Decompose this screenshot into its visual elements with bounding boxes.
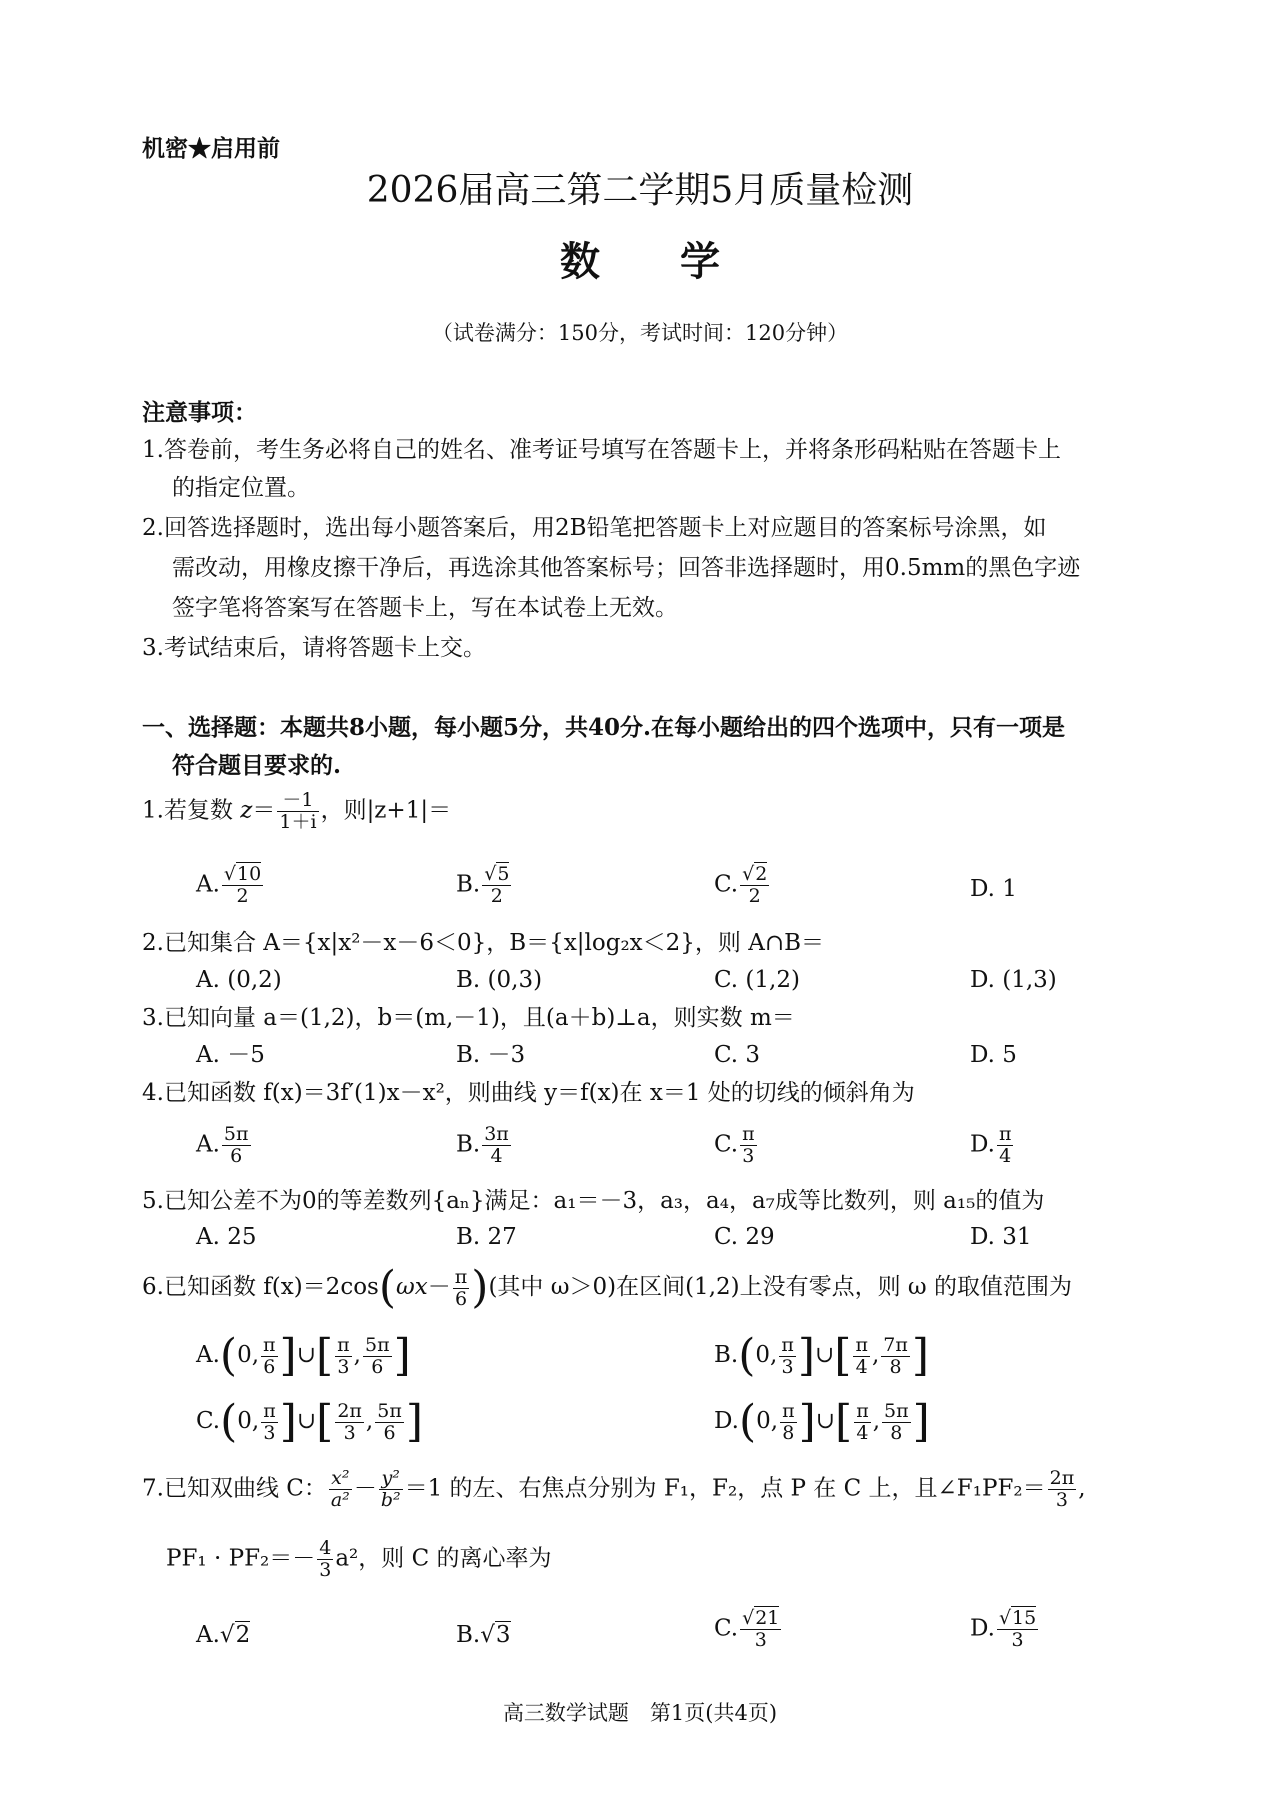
note-1a: 1.答卷前，考生务必将自己的姓名、准考证号填写在答题卡上，并将条形码粘贴在答题卡上: [142, 437, 1061, 463]
note-1b: 的指定位置。: [172, 475, 310, 501]
question-2: 2.已知集合 A＝{x|x²－x－6＜0}，B＝{x|log₂x＜2}，则 A∩B＝: [142, 930, 825, 956]
q2-option-a: A. (0,2): [196, 967, 282, 993]
q4-option-a: A. $\frac{5\pi}{6}$: [196, 1123, 249, 1167]
note-2b: 需改动，用橡皮擦干净后，再选涂其他答案标号；回答非选择题时，用0.5mm的黑色字迹: [172, 555, 1081, 581]
q4-option-b: B. $\frac{3\pi}{4}$: [456, 1123, 509, 1167]
q3-option-a: A. －5: [196, 1042, 265, 1068]
q5-option-d: D. 31: [970, 1224, 1032, 1250]
exam-title: 2026届高三第二学期5月质量检测: [366, 170, 914, 211]
question-4: 4.已知函数 f(x)＝3f′(1)x－x²，则曲线 y＝f(x)在 x＝1 处的切线的倾斜角为: [142, 1080, 915, 1106]
q6-option-a: A.(0, $\frac{\pi}{6}$ ]∪[ $\frac{\pi}{3}$ , $\frac{5\pi}{6}$ ]: [196, 1330, 411, 1381]
q5-option-c: C. 29: [714, 1224, 775, 1250]
q3-option-c: C. 3: [714, 1042, 761, 1068]
q2-option-c: C. (1,2): [714, 967, 800, 993]
page-footer: 高三数学试题 第1页(共4页): [502, 1701, 778, 1725]
section-1-line1: 一、选择题：本题共8小题，每小题5分，共40分.在每小题给出的四个选项中，只有一项是: [142, 714, 1066, 741]
q6-option-c: C.(0, $\frac{\pi}{3}$ ]∪[ $\frac{2\pi}{3}$ , $\frac{5\pi}{6}$ ]: [196, 1396, 423, 1447]
note-3: 3.考试结束后，请将答题卡上交。: [142, 635, 486, 661]
q5-option-b: B. 27: [456, 1224, 517, 1250]
q1-option-d: D. 1: [970, 876, 1017, 902]
question-7-line2: PF₁ · PF₂＝－ $\frac{4}{3}$ a²，则 C 的离心率为: [166, 1537, 552, 1581]
notes-title: 注意事项：: [142, 399, 257, 426]
q4-option-c: C. $\frac{\pi}{3}$: [714, 1123, 755, 1167]
q7-option-b: B.√3: [456, 1622, 511, 1648]
question-7: 7.已知双曲线 C： $\frac{\text{x²}}{\text{a²}}$ － $\frac{\text{y²}}{\text{b²}}$ ＝1 的左、右焦点分别为 F₁，F₂，点 P 在 C 上，且∠F₁PF₂＝ $\frac{2\pi}{3}$ ,: [142, 1467, 1086, 1511]
q7-option-c: C. $\frac{√21}{3}$: [714, 1607, 780, 1651]
q4-option-d: D. $\frac{\pi}{4}$: [970, 1123, 1012, 1167]
q1-option-b: B. $\frac{√5}{2}$: [456, 863, 510, 907]
q5-option-a: A. 25: [196, 1224, 257, 1250]
q3-option-d: D. 5: [970, 1042, 1017, 1068]
subject-title: 数 学: [560, 238, 720, 285]
q6-option-b: B.(0, $\frac{\pi}{3}$ ]∪[ $\frac{\pi}{4}$ , $\frac{7\pi}{8}$ ]: [714, 1330, 930, 1381]
q6-option-d: D.(0, $\frac{\pi}{8}$ ]∪[ $\frac{\pi}{4}$ , $\frac{5\pi}{8}$ ]: [714, 1396, 930, 1447]
q2-option-b: B. (0,3): [456, 967, 543, 993]
note-2a: 2.回答选择题时，选出每小题答案后，用2B铅笔把答题卡上对应题目的答案标号涂黑，如: [142, 515, 1047, 541]
question-6: 6.已知函数 f(x)＝2cos(ωx－ $\frac{\pi}{6}$ )(其中 ω＞0)在区间(1,2)上没有零点，则 ω 的取值范围为: [142, 1262, 1072, 1313]
question-1: 1.若复数 z＝ $\frac{-1}{1+i}$ ，则|z+1|＝: [142, 789, 452, 833]
q1-option-c: C. $\frac{√2}{2}$: [714, 863, 768, 907]
q7-option-a: A.√2: [196, 1622, 251, 1648]
note-2c: 签字笔将答案写在答题卡上，写在本试卷上无效。: [172, 595, 678, 621]
q2-option-d: D. (1,3): [970, 967, 1057, 993]
q7-option-d: D. $\frac{√15}{3}$: [970, 1607, 1037, 1651]
exam-info: （试卷满分：150分，考试时间：120分钟）: [431, 321, 849, 345]
q3-option-b: B. －3: [456, 1042, 526, 1068]
question-3: 3.已知向量 a＝(1,2)，b＝(m,－1)，且(a＋b)⊥a，则实数 m＝: [142, 1005, 795, 1031]
section-1-line2: 符合题目要求的.: [172, 752, 342, 779]
confidential-label: 机密★启用前: [142, 135, 280, 162]
q1-option-a: A. $\frac{√10}{2}$: [196, 863, 262, 907]
question-5: 5.已知公差不为0的等差数列{aₙ}满足：a₁＝－3，a₃，a₄，a₇成等比数列，则 a₁₅的值为: [142, 1188, 1045, 1214]
